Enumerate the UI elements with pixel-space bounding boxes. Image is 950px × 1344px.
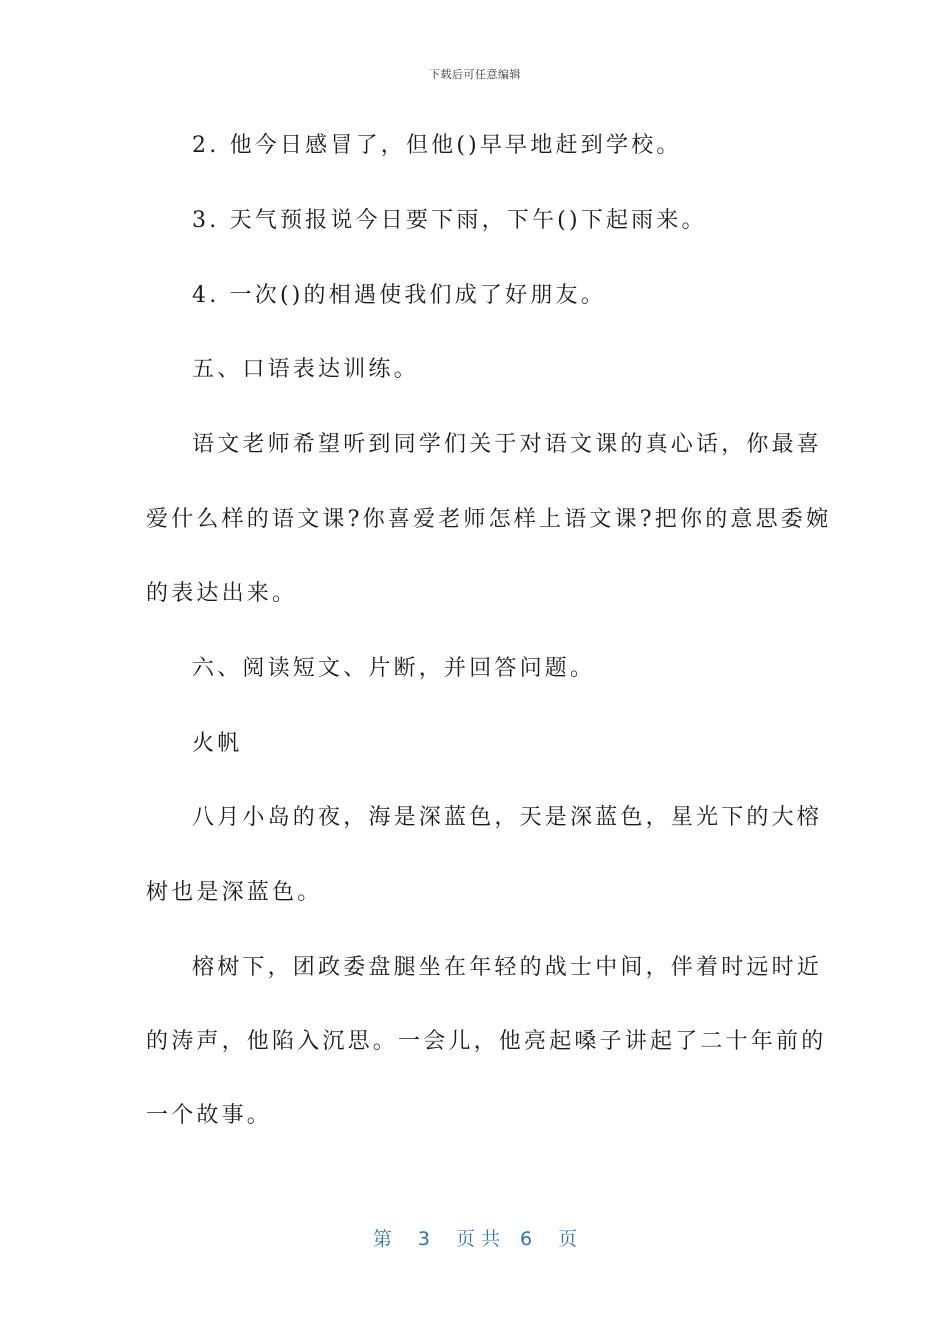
paragraph-line: 的涛声，他陷入沉思。一会儿，他亮起嗓子讲起了二十年前的 <box>146 1029 827 1054</box>
question-line-3: 3. 天气预报说今日要下雨，下午()下起雨来。 <box>192 208 707 233</box>
footer-prefix: 第 <box>372 1228 392 1250</box>
footer-total-pages: 6 <box>520 1228 533 1250</box>
paragraph-line: 一个故事。 <box>146 1103 273 1128</box>
paragraph-line: 榕树下，团政委盘腿坐在年轻的战士中间，伴着时远时近 <box>192 955 823 980</box>
footer-middle: 页共 <box>455 1228 506 1250</box>
section-heading-six: 六、阅读短文、片断，并回答问题。 <box>192 656 596 681</box>
question-line-4: 4. 一次()的相遇使我们成了好朋友。 <box>192 283 606 308</box>
question-line-2: 2. 他今日感冒了，但他()早早地赶到学校。 <box>192 133 682 158</box>
header-note: 下载后可任意编辑 <box>429 68 521 81</box>
paragraph-line: 八月小岛的夜，海是深蓝色，天是深蓝色，星光下的大榕 <box>192 805 823 830</box>
paragraph-line: 的表达出来。 <box>146 581 298 606</box>
reading-title: 火帆 <box>192 731 243 756</box>
page-footer <box>0 1224 950 1251</box>
section-heading-five: 五、口语表达训练。 <box>192 357 419 382</box>
footer-current-page: 3 <box>417 1228 430 1250</box>
paragraph-line: 树也是深蓝色。 <box>146 880 323 905</box>
paragraph-line: 爱什么样的语文课?你喜爱老师怎样上语文课?把你的意思委婉 <box>146 507 832 532</box>
paragraph-line: 语文老师希望听到同学们关于对语文课的真心话，你最喜 <box>192 432 823 457</box>
footer-suffix: 页 <box>558 1228 578 1250</box>
